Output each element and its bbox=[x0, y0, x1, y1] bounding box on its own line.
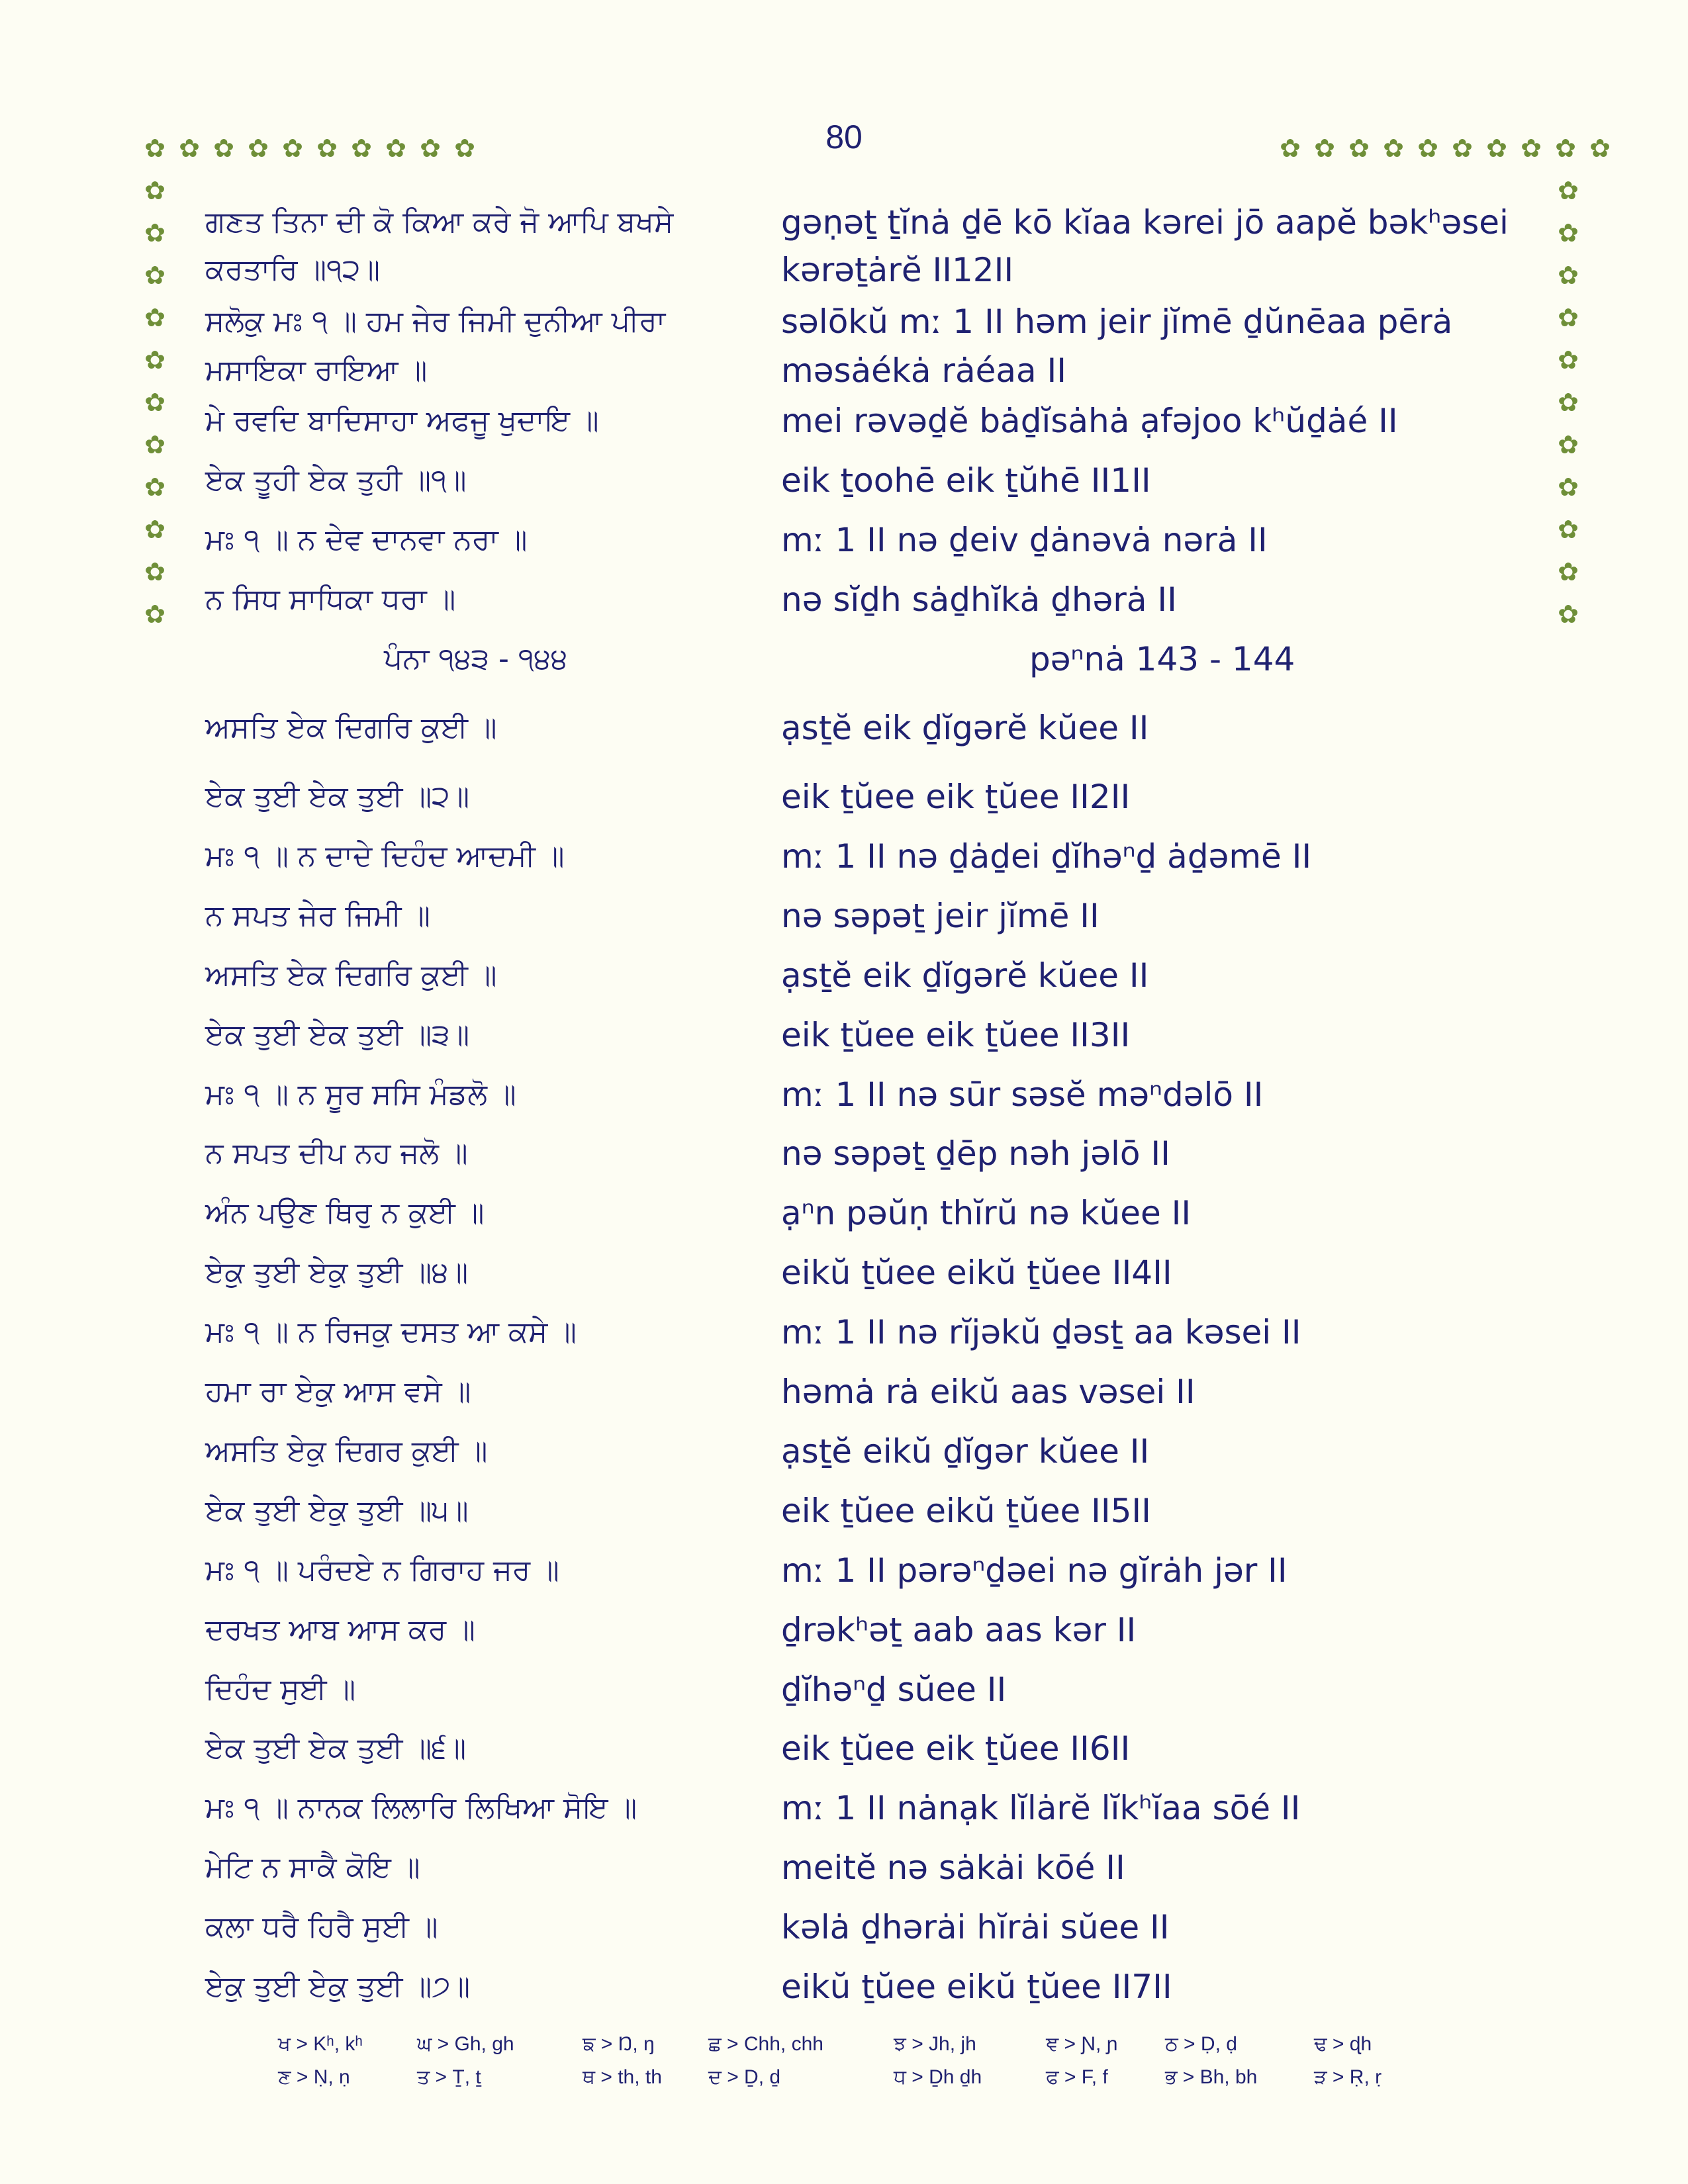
transliteration-text: ạⁿn pəŭṇ thĭrŭ nə kŭee II bbox=[781, 1194, 1192, 1232]
verse-line bbox=[0, 396, 1688, 459]
flower-ornament-icon: ✿ bbox=[144, 473, 165, 502]
transliteration-text: səlōkŭ mː 1 II həm jeir jĭmē ḏŭnēaa pērȧ bbox=[781, 302, 1453, 341]
gurmukhi-text: ਏਕ ਤੁਈ ਏਕ ਤੁਈ ॥੬॥ bbox=[205, 1731, 467, 1765]
flower-ornament-icon: ✿ bbox=[1558, 218, 1579, 248]
transliteration-text: mː 1 II nə rĭjəkŭ ḏəsṯ aa kəsei II bbox=[781, 1313, 1301, 1351]
gurmukhi-text: ਦਰਖਤ ਆਬ ਆਸ ਕਰ ॥ bbox=[205, 1613, 475, 1647]
legend-entry: ਙ > Ŋ, ŋ bbox=[583, 2033, 655, 2055]
gurmukhi-text: ਅੰਨ ਪਉਣ ਥਿਰੁ ਨ ਕੁਈ ॥ bbox=[205, 1196, 485, 1230]
verse-line bbox=[0, 1545, 1688, 1605]
verse-line bbox=[0, 703, 1688, 762]
legend-entry: ਥ > th, th bbox=[583, 2066, 662, 2088]
verse-line bbox=[0, 891, 1688, 950]
transliteration-text: ḏrəkʰəṯ aab aas kər II bbox=[781, 1611, 1137, 1649]
flower-ornament-icon: ✿ bbox=[144, 134, 165, 163]
verse-line bbox=[0, 1307, 1688, 1367]
gurmukhi-text: ਏਕ ਤੁਈ ਏਕ ਤੁਈ ॥੨॥ bbox=[205, 780, 470, 813]
gurmukhi-text: ਮਃ ੧ ॥ ਨਾਨਕ ਲਿਲਾਰਿ ਲਿਖਿਆ ਸੋਇ ॥ bbox=[205, 1791, 637, 1825]
transliteration-text: mː 1 II pərəⁿḏəei nə gĭrȧh jər II bbox=[781, 1551, 1288, 1590]
flower-ornament-icon: ✿ bbox=[144, 218, 165, 248]
gurmukhi-text: ਸਲੋਕੁ ਮਃ ੧ ॥ ਹਮ ਜੇਰ ਜਿਮੀ ਦੁਨੀਆ ਪੀਰਾ bbox=[205, 304, 666, 338]
transliteration-text: nə səpəṯ jeir jĭmē II bbox=[781, 897, 1100, 935]
legend-entry: ਣ > Ṇ, ṇ bbox=[278, 2066, 350, 2088]
section-heading bbox=[0, 634, 1688, 694]
transliteration-text: eik ṯŭee eik ṯŭee II6II bbox=[781, 1729, 1131, 1768]
flower-ornament-icon: ✿ bbox=[144, 557, 165, 586]
verse-line bbox=[0, 1486, 1688, 1545]
verse-line bbox=[0, 1248, 1688, 1307]
flower-ornament-icon: ✿ bbox=[1558, 261, 1579, 290]
flower-ornament-icon: ✿ bbox=[454, 134, 475, 163]
verse-line bbox=[0, 1605, 1688, 1664]
gurmukhi-text: ਗਣਤ ਤਿਨਾ ਦੀ ਕੋ ਕਿਆ ਕਰੇ ਜੋ ਆਪਿ ਬਖਸੇ bbox=[205, 205, 674, 239]
transliteration-text: ạsṯĕ eik ḏĭgərĕ kŭee II bbox=[781, 956, 1149, 995]
flower-ornament-icon: ✿ bbox=[1558, 388, 1579, 417]
transliteration-text: eik ṯŭee eikŭ ṯŭee II5II bbox=[781, 1492, 1151, 1530]
gurmukhi-text: ਕਰਤਾਰਿ ॥੧੨॥ bbox=[205, 253, 381, 287]
transliteration-text: eik ṯoohē eik ṯŭhē II1II bbox=[781, 461, 1151, 500]
gurmukhi-text: ਮਃ ੧ ॥ ਨ ਸੂਰ ਸਸਿ ਮੰਡਲੋ ॥ bbox=[205, 1077, 516, 1111]
transliteration-text: kəlȧ ḏhərȧi hĭrȧi sŭee II bbox=[781, 1908, 1170, 1946]
flower-ornament-icon: ✿ bbox=[1417, 134, 1438, 163]
legend-row bbox=[278, 2033, 1403, 2066]
gurmukhi-text: ਏਕ ਤੁਈ ਏਕੁ ਤੁਈ ॥੫॥ bbox=[205, 1494, 469, 1527]
verse-line bbox=[0, 772, 1688, 831]
transliteration-text: ḏĭhəⁿḏ sŭee II bbox=[781, 1670, 1007, 1709]
verse-line bbox=[0, 1367, 1688, 1426]
flower-ornament-icon: ✿ bbox=[1348, 134, 1370, 163]
legend-entry: ਦ > Ḏ, ḏ bbox=[708, 2066, 781, 2088]
legend-entry: ਞ > Ɲ, ɲ bbox=[1046, 2033, 1118, 2055]
transliteration-text: həmȧ rȧ eikŭ aas vəsei II bbox=[781, 1373, 1196, 1411]
flower-ornament-icon: ✿ bbox=[1558, 557, 1579, 586]
verse-line bbox=[0, 245, 1688, 304]
verse-line bbox=[0, 1128, 1688, 1188]
flower-ornament-icon: ✿ bbox=[144, 345, 165, 375]
verse-line bbox=[0, 574, 1688, 634]
transliteration-text: eikŭ ṯŭee eikŭ ṯŭee II4II bbox=[781, 1253, 1172, 1292]
flower-ornament-icon: ✿ bbox=[248, 134, 269, 163]
legend-entry: ਤ > Ṯ, ṯ bbox=[417, 2066, 481, 2088]
legend-entry: ਘ > Gh, gh bbox=[417, 2033, 514, 2055]
gurmukhi-text: ਨ ਸਪਤ ਜੇਰ ਜਿਮੀ ॥ bbox=[205, 899, 431, 933]
flower-ornament-icon: ✿ bbox=[1558, 345, 1579, 375]
verse-line bbox=[0, 455, 1688, 515]
flower-ornament-icon: ✿ bbox=[1558, 600, 1579, 629]
verse-line bbox=[0, 1426, 1688, 1486]
gurmukhi-text: ਕਲਾ ਧਰੈ ਹਿਰੈ ਸੁਈ ॥ bbox=[205, 1910, 438, 1944]
flower-ornament-icon: ✿ bbox=[420, 134, 441, 163]
flower-ornament-icon: ✿ bbox=[144, 176, 165, 205]
flower-ornament-icon: ✿ bbox=[385, 134, 406, 163]
legend-entry: ਧ > Ḏh ḏh bbox=[894, 2066, 982, 2088]
flower-ornament-icon: ✿ bbox=[282, 134, 303, 163]
transliteration-text: ạsṯĕ eikŭ ḏĭgər kŭee II bbox=[781, 1432, 1150, 1471]
verse-line bbox=[0, 1188, 1688, 1248]
transliteration-text: eik ṯŭee eik ṯŭee II3II bbox=[781, 1016, 1131, 1054]
verse-line bbox=[0, 831, 1688, 891]
legend-entry: ਢ > ɖh bbox=[1314, 2033, 1372, 2055]
transliteration-text: ạsṯĕ eik ḏĭgərĕ kŭee II bbox=[781, 709, 1149, 747]
flower-ornament-icon: ✿ bbox=[144, 430, 165, 459]
verse-line bbox=[0, 1843, 1688, 1902]
transliteration-text: pəⁿnȧ 143 - 144 bbox=[1029, 640, 1295, 678]
gurmukhi-text: ਅਸਤਿ ਏਕ ਦਿਗਰਿ ਕੁਈ ॥ bbox=[205, 958, 497, 992]
flower-ornament-icon: ✿ bbox=[1521, 134, 1542, 163]
transliteration-text: mː 1 II nȧnạk lĭlȧrĕ lĭkʰĭaa sōé II bbox=[781, 1789, 1301, 1827]
flower-ornament-icon: ✿ bbox=[1280, 134, 1301, 163]
flower-ornament-icon: ✿ bbox=[1452, 134, 1473, 163]
flower-ornament-icon: ✿ bbox=[144, 303, 165, 332]
verse-line bbox=[0, 1010, 1688, 1069]
transliteration-text: meitĕ nə sȧkȧi kōé II bbox=[781, 1848, 1125, 1887]
gurmukhi-text: ਨ ਸਿਧ ਸਾਧਿਕਾ ਧਰਾ ॥ bbox=[205, 582, 456, 616]
gurmukhi-text: ਹਮਾ ਰਾ ਏਕੁ ਆਸ ਵਸੇ ॥ bbox=[205, 1375, 471, 1408]
flower-ornament-icon: ✿ bbox=[1558, 515, 1579, 544]
flower-ornament-icon: ✿ bbox=[1555, 134, 1576, 163]
gurmukhi-text: ਮਃ ੧ ॥ ਨ ਦੇਵ ਦਾਨਵਾ ਨਰਾ ॥ bbox=[205, 523, 528, 557]
flower-ornament-icon: ✿ bbox=[1314, 134, 1335, 163]
gurmukhi-text: ਮਃ ੧ ॥ ਨ ਦਾਦੇ ਦਿਹੰਦ ਆਦਮੀ ॥ bbox=[205, 839, 565, 873]
flower-ornament-icon: ✿ bbox=[1383, 134, 1404, 163]
flower-ornament-icon: ✿ bbox=[1558, 176, 1579, 205]
legend-entry: ੜ > Ṛ, ṛ bbox=[1314, 2066, 1382, 2088]
legend-entry: ਫ > F, f bbox=[1046, 2066, 1108, 2088]
transliteration-text: nə səpəṯ ḏēp nəh jəlō II bbox=[781, 1134, 1170, 1173]
gurmukhi-text: ਅਸਤਿ ਏਕੁ ਦਿਗਰ ਕੁਈ ॥ bbox=[205, 1434, 488, 1468]
verse-line bbox=[0, 1723, 1688, 1783]
gurmukhi-text: ਮੇ ਰਵਦਿ ਬਾਦਿਸਾਹਾ ਅਫਜੂ ਖੁਦਾਇ ॥ bbox=[205, 404, 599, 437]
transliteration-text: mː 1 II nə ḏeiv ḏȧnəvȧ nərȧ II bbox=[781, 521, 1268, 559]
gurmukhi-text: ਮਸਾਇਕਾ ਰਾਇਆ ॥ bbox=[205, 353, 428, 387]
flower-ornament-icon: ✿ bbox=[1558, 473, 1579, 502]
transliteration-text: məsȧékȧ rȧéaa II bbox=[781, 351, 1067, 390]
legend-entry: ਭ > Bh, bh bbox=[1165, 2066, 1258, 2088]
flower-ornament-icon: ✿ bbox=[213, 134, 234, 163]
gurmukhi-text: ਮੇਟਿ ਨ ਸਾਕੈ ਕੋਇ ॥ bbox=[205, 1850, 420, 1884]
flower-ornament-icon: ✿ bbox=[144, 600, 165, 629]
transliteration-text: kərəṯȧrĕ II12II bbox=[781, 251, 1014, 289]
gurmukhi-text: ਏਕੁ ਤੁਈ ਏਕੁ ਤੁਈ ॥੭॥ bbox=[205, 1970, 471, 2003]
gurmukhi-text: ਦਿਹੰਦ ਸੁਈ ॥ bbox=[205, 1672, 356, 1706]
transliteration-text: eikŭ ṯŭee eikŭ ṯŭee II7II bbox=[781, 1968, 1172, 2006]
page-number: 80 bbox=[825, 118, 863, 156]
flower-ornament-icon: ✿ bbox=[144, 261, 165, 290]
gurmukhi-text: ਨ ਸਪਤ ਦੀਪ ਨਹ ਜਲੋ ॥ bbox=[205, 1136, 468, 1170]
verse-line bbox=[0, 1962, 1688, 2021]
transliteration-text: mː 1 II nə ḏȧḏei ḏĭhəⁿḏ ȧḏəmē II bbox=[781, 837, 1312, 876]
transliteration-text: mei rəvəḏĕ bȧḏĭsȧhȧ ạfəjoo kʰŭḏȧé II bbox=[781, 402, 1398, 440]
legend-entry: ਖ > Kʰ, kʰ bbox=[278, 2033, 363, 2055]
verse-line bbox=[0, 515, 1688, 574]
flower-ornament-icon: ✿ bbox=[1558, 303, 1579, 332]
flower-ornament-icon: ✿ bbox=[179, 134, 200, 163]
gurmukhi-text: ਮਃ ੧ ॥ ਪਰੰਦਏ ਨ ਗਿਰਾਹ ਜਰ ॥ bbox=[205, 1553, 559, 1587]
verse-line bbox=[0, 1664, 1688, 1724]
verse-line bbox=[0, 1783, 1688, 1843]
verse-line bbox=[0, 950, 1688, 1010]
gurmukhi-text: ਏਕੁ ਤੁਈ ਏਕੁ ਤੁਈ ॥੪॥ bbox=[205, 1255, 469, 1289]
flower-ornament-icon: ✿ bbox=[1486, 134, 1507, 163]
transliteration-text: eik ṯŭee eik ṯŭee II2II bbox=[781, 778, 1131, 816]
transliteration-legend bbox=[278, 2033, 1403, 2099]
gurmukhi-text: ਮਃ ੧ ॥ ਨ ਰਿਜਕੁ ਦਸਤ ਆ ਕਸੇ ॥ bbox=[205, 1315, 577, 1349]
gurmukhi-text: ਪੰਨਾ ੧੪੩ - ੧੪੪ bbox=[384, 642, 568, 676]
flower-ornament-icon: ✿ bbox=[144, 515, 165, 544]
flower-ornament-icon: ✿ bbox=[316, 134, 338, 163]
gurmukhi-text: ਅਸਤਿ ਏਕ ਦਿਗਰਿ ਕੁਈ ॥ bbox=[205, 711, 497, 745]
verse-line bbox=[0, 1069, 1688, 1129]
legend-entry: ਝ > Jh, jh bbox=[894, 2033, 976, 2055]
legend-row bbox=[278, 2066, 1403, 2099]
flower-ornament-icon: ✿ bbox=[1589, 134, 1611, 163]
transliteration-text: gəṇəṯ ṯĭnȧ ḏē kō kĭaa kərei jō aapĕ bəkʰəsei bbox=[781, 203, 1509, 242]
transliteration-text: nə sĭḏh sȧḏhĭkȧ ḏhərȧ II bbox=[781, 580, 1177, 619]
verse-line bbox=[0, 1902, 1688, 1962]
legend-entry: ਛ > Chh, chh bbox=[708, 2033, 823, 2055]
legend-entry: ਠ > Ḍ, ḍ bbox=[1165, 2033, 1237, 2055]
gurmukhi-text: ਏਕ ਤੁਈ ਏਕ ਤੁਈ ॥੩॥ bbox=[205, 1018, 470, 1052]
flower-ornament-icon: ✿ bbox=[1558, 430, 1579, 459]
transliteration-text: mː 1 II nə sūr səsĕ məⁿdəlō II bbox=[781, 1075, 1264, 1114]
gurmukhi-text: ਏਕ ਤੂਹੀ ਏਕ ਤੁਹੀ ॥੧॥ bbox=[205, 463, 467, 497]
flower-ornament-icon: ✿ bbox=[144, 388, 165, 417]
flower-ornament-icon: ✿ bbox=[351, 134, 372, 163]
